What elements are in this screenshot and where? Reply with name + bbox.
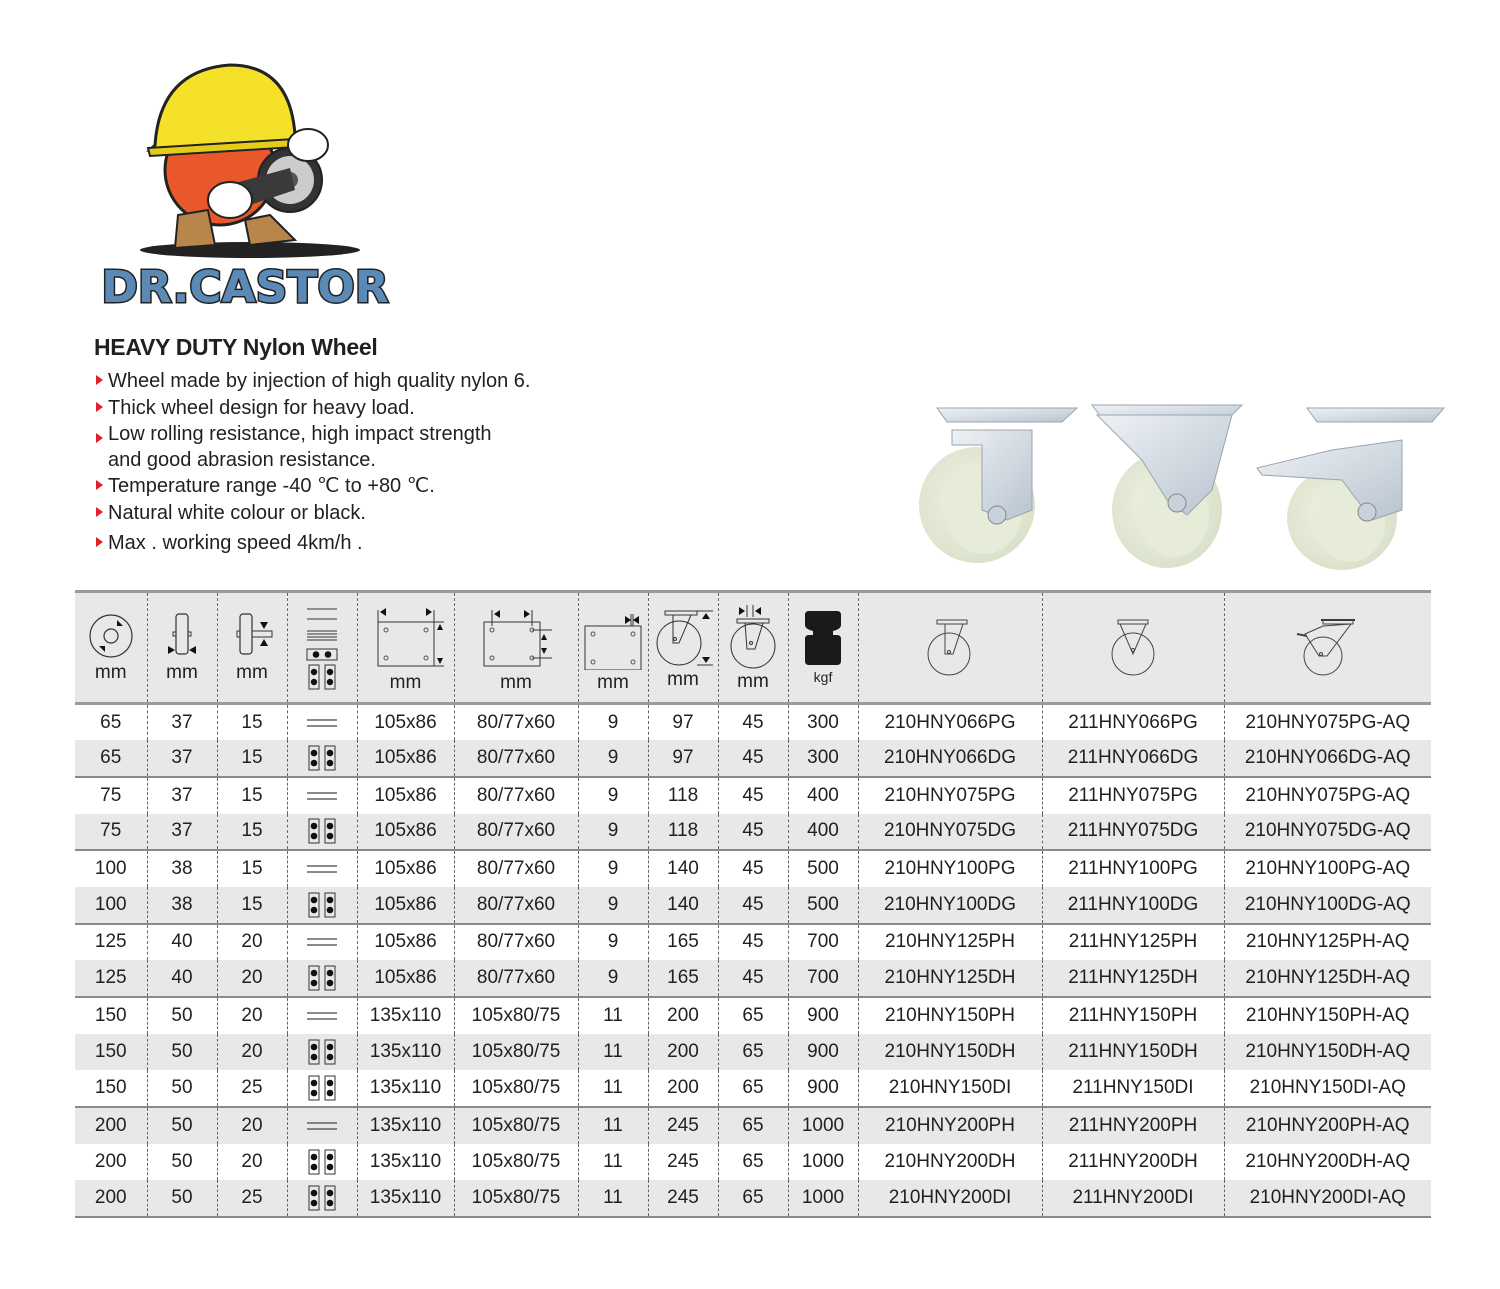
bolt-hole-spacing-cell: 80/77x60 — [454, 850, 578, 887]
offset-cell: 45 — [718, 887, 788, 924]
wheel-width-cell: 37 — [147, 704, 217, 741]
wheel-width-cell: 50 — [147, 1180, 217, 1217]
wheel-width-cell: 40 — [147, 924, 217, 961]
load-capacity-cell: 300 — [788, 740, 858, 777]
bolt-hole-spacing-cell: 105x80/75 — [454, 1034, 578, 1071]
bullet-icon — [96, 433, 103, 443]
ball-bearing-icon — [305, 1183, 339, 1213]
fixed-code-cell: 211HNY125DH — [1042, 960, 1224, 997]
axle-size-cell: 25 — [217, 1070, 287, 1107]
header-axle: mm — [217, 592, 287, 704]
wheel-width-cell: 37 — [147, 814, 217, 851]
swivel-code-cell: 210HNY125PH — [858, 924, 1042, 961]
brake-code-cell: 210HNY100DG-AQ — [1224, 887, 1431, 924]
top-plate-size-cell: 135x110 — [357, 997, 454, 1034]
header-fixed — [1042, 592, 1224, 704]
wheel-diameter-cell: 200 — [75, 1107, 147, 1144]
swivel-code-cell: 210HNY150PH — [858, 997, 1042, 1034]
bolt-hole-diameter-cell: 11 — [578, 1180, 648, 1217]
top-plate-size-cell: 105x86 — [357, 887, 454, 924]
offset-cell: 65 — [718, 1107, 788, 1144]
table-row — [75, 1180, 1431, 1217]
overall-height-cell: 200 — [648, 997, 718, 1034]
overall-height-cell: 140 — [648, 887, 718, 924]
bullet-icon — [96, 480, 103, 490]
wheel-width-cell: 50 — [147, 1034, 217, 1071]
bearing-type-cell — [287, 777, 357, 814]
offset-cell: 65 — [718, 1070, 788, 1107]
load-capacity-icon — [803, 611, 843, 665]
top-plate-size-cell: 105x86 — [357, 777, 454, 814]
offset-cell: 45 — [718, 814, 788, 851]
bolt-hole-diameter-cell: 11 — [578, 1070, 648, 1107]
plain-bearing-icon — [305, 708, 339, 738]
bullet-icon — [96, 537, 103, 547]
header-wheel-diameter: mm — [75, 592, 147, 704]
fixed-code-cell: 211HNY066PG — [1042, 704, 1224, 741]
header-wheel-width: mm — [147, 592, 217, 704]
overall-height-cell: 245 — [648, 1144, 718, 1181]
fixed-code-cell: 211HNY200DI — [1042, 1180, 1224, 1217]
header-swivel — [858, 592, 1042, 704]
bolt-hole-diameter-icon — [581, 602, 645, 670]
table-row — [75, 814, 1431, 851]
load-capacity-cell: 1000 — [788, 1107, 858, 1144]
fixed-code-cell: 211HNY066DG — [1042, 740, 1224, 777]
swivel-code-cell: 210HNY100PG — [858, 850, 1042, 887]
overall-height-icon — [651, 605, 715, 667]
brake-code-cell: 210HNY075DG-AQ — [1224, 814, 1431, 851]
brake-code-cell: 210HNY150PH-AQ — [1224, 997, 1431, 1034]
brake-code-cell: 210HNY200PH-AQ — [1224, 1107, 1431, 1144]
wheel-diameter-cell: 200 — [75, 1180, 147, 1217]
overall-height-cell: 165 — [648, 924, 718, 961]
axle-size-cell: 15 — [217, 814, 287, 851]
axle-size-cell: 20 — [217, 924, 287, 961]
bearing-type-cell — [287, 704, 357, 741]
table-row — [75, 1034, 1431, 1071]
wheel-diameter-cell: 125 — [94, 967, 127, 989]
offset-cell: 45 — [718, 960, 788, 997]
feature-item: Natural white colour or black. — [94, 500, 530, 527]
bolt-hole-spacing-cell: 80/77x60 — [454, 814, 578, 851]
dr-castor-logo — [90, 50, 400, 315]
overall-height-cell: 97 — [648, 740, 718, 777]
load-capacity-cell: 1000 — [788, 1144, 858, 1181]
table-row — [75, 887, 1431, 924]
bolt-hole-spacing-cell: 105x80/75 — [454, 1107, 578, 1144]
mascot-icon — [90, 50, 400, 315]
top-plate-size-cell: 105x86 — [357, 814, 454, 851]
load-capacity-cell: 1000 — [788, 1180, 858, 1217]
load-capacity-cell: 700 — [788, 960, 858, 997]
overall-height-cell: 200 — [648, 1034, 718, 1071]
load-capacity-cell: 400 — [788, 777, 858, 814]
product-title: HEAVY DUTY Nylon Wheel — [94, 334, 378, 360]
axle-size-cell: 15 — [217, 850, 287, 887]
wheel-width-icon — [162, 612, 202, 660]
fixed-code-cell: 211HNY150DI — [1042, 1070, 1224, 1107]
wheel-width-cell: 50 — [147, 1070, 217, 1107]
wheel-width-cell: 38 — [147, 850, 217, 887]
table-row — [75, 1144, 1431, 1181]
load-capacity-cell: 300 — [788, 704, 858, 741]
top-plate-size-cell: 105x86 — [357, 704, 454, 741]
bearing-type-cell — [287, 1180, 357, 1217]
wheel-diameter-cell: 100 — [75, 850, 147, 887]
header-bolt-hole: mm — [578, 592, 648, 704]
header-bearing — [287, 592, 357, 704]
table-row — [75, 924, 1431, 961]
bearing-type-cell — [287, 997, 357, 1034]
bearing-type-cell — [287, 850, 357, 887]
top-plate-size-cell: 135x110 — [357, 1144, 454, 1181]
fixed-code-cell: 211HNY125PH — [1042, 924, 1224, 961]
wheel-diameter-cell: 200 — [94, 1151, 127, 1173]
bolt-hole-diameter-cell: 11 — [578, 997, 648, 1034]
load-capacity-cell: 500 — [788, 887, 858, 924]
brake-code-cell: 210HNY075PG-AQ — [1224, 704, 1431, 741]
bearing-type-cell — [287, 1070, 357, 1107]
bolt-hole-spacing-cell: 80/77x60 — [454, 740, 578, 777]
wheel-diameter-cell: 65 — [100, 747, 122, 769]
axle-size-icon — [230, 612, 274, 660]
brake-code-cell: 210HNY200DH-AQ — [1224, 1144, 1431, 1181]
load-capacity-cell: 900 — [788, 1034, 858, 1071]
bolt-hole-diameter-cell: 9 — [578, 924, 648, 961]
overall-height-cell: 140 — [648, 850, 718, 887]
table-row — [75, 704, 1431, 741]
swivel-code-cell: 210HNY100DG — [858, 887, 1042, 924]
wheel-diameter-cell: 65 — [100, 711, 122, 733]
bolt-hole-spacing-cell: 105x80/75 — [454, 997, 578, 1034]
brake-code-cell: 210HNY100PG-AQ — [1224, 850, 1431, 887]
product-photos — [912, 400, 1452, 570]
bolt-hole-diameter-cell: 11 — [578, 1034, 648, 1071]
feature-list — [94, 368, 530, 557]
bearing-type-cell — [287, 1107, 357, 1144]
swivel-caster-icon — [927, 618, 973, 678]
overall-height-cell: 118 — [648, 814, 718, 851]
bearing-type-cell — [287, 924, 357, 961]
feature-item: Low rolling resistance, high impact strength and good abrasion resistance. — [94, 421, 530, 473]
plain-bearing-icon — [305, 1111, 339, 1141]
top-plate-size-cell: 105x86 — [357, 850, 454, 887]
feature-item: Temperature range -40 ℃ to +80 ℃. — [94, 473, 530, 500]
wheel-diameter-icon — [87, 612, 135, 660]
load-capacity-cell: 500 — [788, 850, 858, 887]
bolt-hole-spacing-cell: 80/77x60 — [454, 704, 578, 741]
wheel-diameter-cell: 100 — [94, 893, 127, 915]
top-plate-size-cell: 135x110 — [357, 1180, 454, 1217]
fixed-code-cell: 211HNY075DG — [1042, 814, 1224, 851]
wheel-width-cell: 38 — [147, 887, 217, 924]
bolt-hole-spacing-icon — [476, 602, 556, 670]
overall-height-cell: 165 — [648, 960, 718, 997]
wheel-width-cell: 50 — [147, 1107, 217, 1144]
fixed-code-cell: 211HNY075PG — [1042, 777, 1224, 814]
table-row — [75, 850, 1431, 887]
bearing-type-icon — [305, 603, 339, 693]
header-swivel-brake — [1224, 592, 1431, 704]
plain-bearing-icon — [305, 927, 339, 957]
offset-cell: 65 — [718, 997, 788, 1034]
wheel-diameter-cell: 150 — [94, 1077, 127, 1099]
bullet-icon — [96, 375, 103, 385]
header-load: kgf — [788, 592, 858, 704]
axle-size-cell: 20 — [217, 1107, 287, 1144]
table-row — [75, 740, 1431, 777]
header-top-plate: mm — [357, 592, 454, 704]
bolt-hole-diameter-cell: 9 — [578, 740, 648, 777]
swivel-code-cell: 210HNY150DH — [858, 1034, 1042, 1071]
swivel-code-cell: 210HNY066PG — [858, 704, 1042, 741]
bolt-hole-diameter-cell: 9 — [578, 850, 648, 887]
header-bolt-spacing: mm — [454, 592, 578, 704]
plain-bearing-icon — [305, 854, 339, 884]
wheel-diameter-cell: 150 — [75, 997, 147, 1034]
bolt-hole-spacing-cell: 80/77x60 — [454, 960, 578, 997]
bolt-hole-spacing-cell: 80/77x60 — [454, 887, 578, 924]
feature-item: Max . working speed 4km/h . — [94, 530, 530, 557]
axle-size-cell: 20 — [217, 1144, 287, 1181]
brake-code-cell: 210HNY125PH-AQ — [1224, 924, 1431, 961]
bolt-hole-diameter-cell: 11 — [578, 1144, 648, 1181]
axle-size-cell: 20 — [217, 1034, 287, 1071]
top-plate-size-cell: 135x110 — [357, 1107, 454, 1144]
wheel-diameter-cell: 150 — [94, 1041, 127, 1063]
top-plate-size-cell: 105x86 — [357, 924, 454, 961]
wheel-width-cell: 40 — [147, 960, 217, 997]
offset-cell: 45 — [718, 924, 788, 961]
offset-cell: 65 — [718, 1034, 788, 1071]
fixed-code-cell: 211HNY150PH — [1042, 997, 1224, 1034]
bolt-hole-spacing-cell: 105x80/75 — [454, 1144, 578, 1181]
load-capacity-cell: 400 — [788, 814, 858, 851]
offset-icon — [727, 603, 779, 669]
swivel-code-cell: 210HNY075DG — [858, 814, 1042, 851]
bearing-type-cell — [287, 1144, 357, 1181]
bolt-hole-spacing-cell: 105x80/75 — [454, 1070, 578, 1107]
brake-code-cell: 210HNY200DI-AQ — [1224, 1180, 1431, 1217]
offset-cell: 45 — [718, 740, 788, 777]
table-row — [75, 1070, 1431, 1107]
bullet-icon — [96, 402, 103, 412]
wheel-diameter-cell: 125 — [75, 924, 147, 961]
swivel-code-cell: 210HNY200DH — [858, 1144, 1042, 1181]
bolt-hole-spacing-cell: 80/77x60 — [454, 924, 578, 961]
swivel-code-cell: 210HNY200DI — [858, 1180, 1042, 1217]
offset-cell: 65 — [718, 1144, 788, 1181]
overall-height-cell: 245 — [648, 1180, 718, 1217]
bolt-hole-diameter-cell: 9 — [578, 777, 648, 814]
swivel-brake-caster-photo — [1257, 408, 1444, 570]
swivel-caster-photo — [919, 408, 1077, 563]
table-row — [75, 997, 1431, 1034]
top-plate-size-cell: 135x110 — [357, 1034, 454, 1071]
axle-size-cell: 15 — [217, 777, 287, 814]
fixed-caster-photo — [1092, 405, 1242, 568]
axle-size-cell: 15 — [217, 704, 287, 741]
feature-item: Thick wheel design for heavy load. — [94, 395, 530, 422]
brake-code-cell: 210HNY125DH-AQ — [1224, 960, 1431, 997]
bolt-hole-diameter-cell: 9 — [578, 960, 648, 997]
swivel-code-cell: 210HNY200PH — [858, 1107, 1042, 1144]
header-overall-height: mm — [648, 592, 718, 704]
swivel-code-cell: 210HNY066DG — [858, 740, 1042, 777]
wheel-diameter-cell: 75 — [75, 777, 147, 814]
load-capacity-cell: 700 — [788, 924, 858, 961]
ball-bearing-icon — [305, 963, 339, 993]
bearing-type-cell — [287, 887, 357, 924]
ball-bearing-icon — [305, 743, 339, 773]
bolt-hole-diameter-cell: 11 — [578, 1107, 648, 1144]
top-plate-size-cell: 105x86 — [357, 960, 454, 997]
wheel-width-cell: 37 — [147, 740, 217, 777]
top-plate-size-icon — [366, 602, 446, 670]
bearing-type-cell — [287, 740, 357, 777]
brand-name: DR.CASTOR — [101, 262, 389, 313]
swivel-brake-caster-icon — [1293, 618, 1363, 678]
load-capacity-cell: 900 — [788, 1070, 858, 1107]
ball-bearing-icon — [305, 1073, 339, 1103]
bolt-hole-diameter-cell: 9 — [578, 704, 648, 741]
table-header-row — [75, 592, 1431, 704]
overall-height-cell: 200 — [648, 1070, 718, 1107]
axle-size-cell: 15 — [217, 740, 287, 777]
axle-size-cell: 15 — [217, 887, 287, 924]
ball-bearing-icon — [305, 1147, 339, 1177]
bolt-hole-spacing-cell: 80/77x60 — [454, 777, 578, 814]
fixed-code-cell: 211HNY100DG — [1042, 887, 1224, 924]
swivel-code-cell: 210HNY125DH — [858, 960, 1042, 997]
table-row — [75, 960, 1431, 997]
offset-cell: 45 — [718, 850, 788, 887]
fixed-caster-icon — [1110, 618, 1156, 678]
overall-height-cell: 118 — [648, 777, 718, 814]
top-plate-size-cell: 135x110 — [357, 1070, 454, 1107]
ball-bearing-icon — [305, 1037, 339, 1067]
plain-bearing-icon — [305, 1001, 339, 1031]
bullet-icon — [96, 507, 103, 517]
load-capacity-cell: 900 — [788, 997, 858, 1034]
fixed-code-cell: 211HNY200DH — [1042, 1144, 1224, 1181]
top-plate-size-cell: 105x86 — [357, 740, 454, 777]
table-row — [75, 1107, 1431, 1144]
bearing-type-cell — [287, 960, 357, 997]
bearing-type-cell — [287, 1034, 357, 1071]
ball-bearing-icon — [305, 816, 339, 846]
axle-size-cell: 20 — [217, 960, 287, 997]
overall-height-cell: 245 — [648, 1107, 718, 1144]
wheel-diameter-cell: 75 — [100, 820, 122, 842]
wheel-width-cell: 37 — [147, 777, 217, 814]
brake-code-cell: 210HNY150DI-AQ — [1224, 1070, 1431, 1107]
spec-table — [75, 590, 1431, 1218]
fixed-code-cell: 211HNY200PH — [1042, 1107, 1224, 1144]
bolt-hole-spacing-cell: 105x80/75 — [454, 1180, 578, 1217]
spec-table-body — [75, 704, 1431, 1218]
wheel-width-cell: 50 — [147, 1144, 217, 1181]
offset-cell: 45 — [718, 777, 788, 814]
wheel-width-cell: 50 — [147, 997, 217, 1034]
brake-code-cell: 210HNY066DG-AQ — [1224, 740, 1431, 777]
header-offset: mm — [718, 592, 788, 704]
feature-item: Wheel made by injection of high quality nylon 6. — [94, 368, 530, 395]
axle-size-cell: 25 — [217, 1180, 287, 1217]
swivel-code-cell: 210HNY075PG — [858, 777, 1042, 814]
brake-code-cell: 210HNY075PG-AQ — [1224, 777, 1431, 814]
ball-bearing-icon — [305, 890, 339, 920]
fixed-code-cell: 211HNY100PG — [1042, 850, 1224, 887]
axle-size-cell: 20 — [217, 997, 287, 1034]
table-row — [75, 777, 1431, 814]
bolt-hole-diameter-cell: 9 — [578, 887, 648, 924]
overall-height-cell: 97 — [648, 704, 718, 741]
plain-bearing-icon — [305, 781, 339, 811]
bolt-hole-diameter-cell: 9 — [578, 814, 648, 851]
brake-code-cell: 210HNY150DH-AQ — [1224, 1034, 1431, 1071]
offset-cell: 45 — [718, 704, 788, 741]
offset-cell: 65 — [718, 1180, 788, 1217]
bearing-type-cell — [287, 814, 357, 851]
fixed-code-cell: 211HNY150DH — [1042, 1034, 1224, 1071]
swivel-code-cell: 210HNY150DI — [858, 1070, 1042, 1107]
